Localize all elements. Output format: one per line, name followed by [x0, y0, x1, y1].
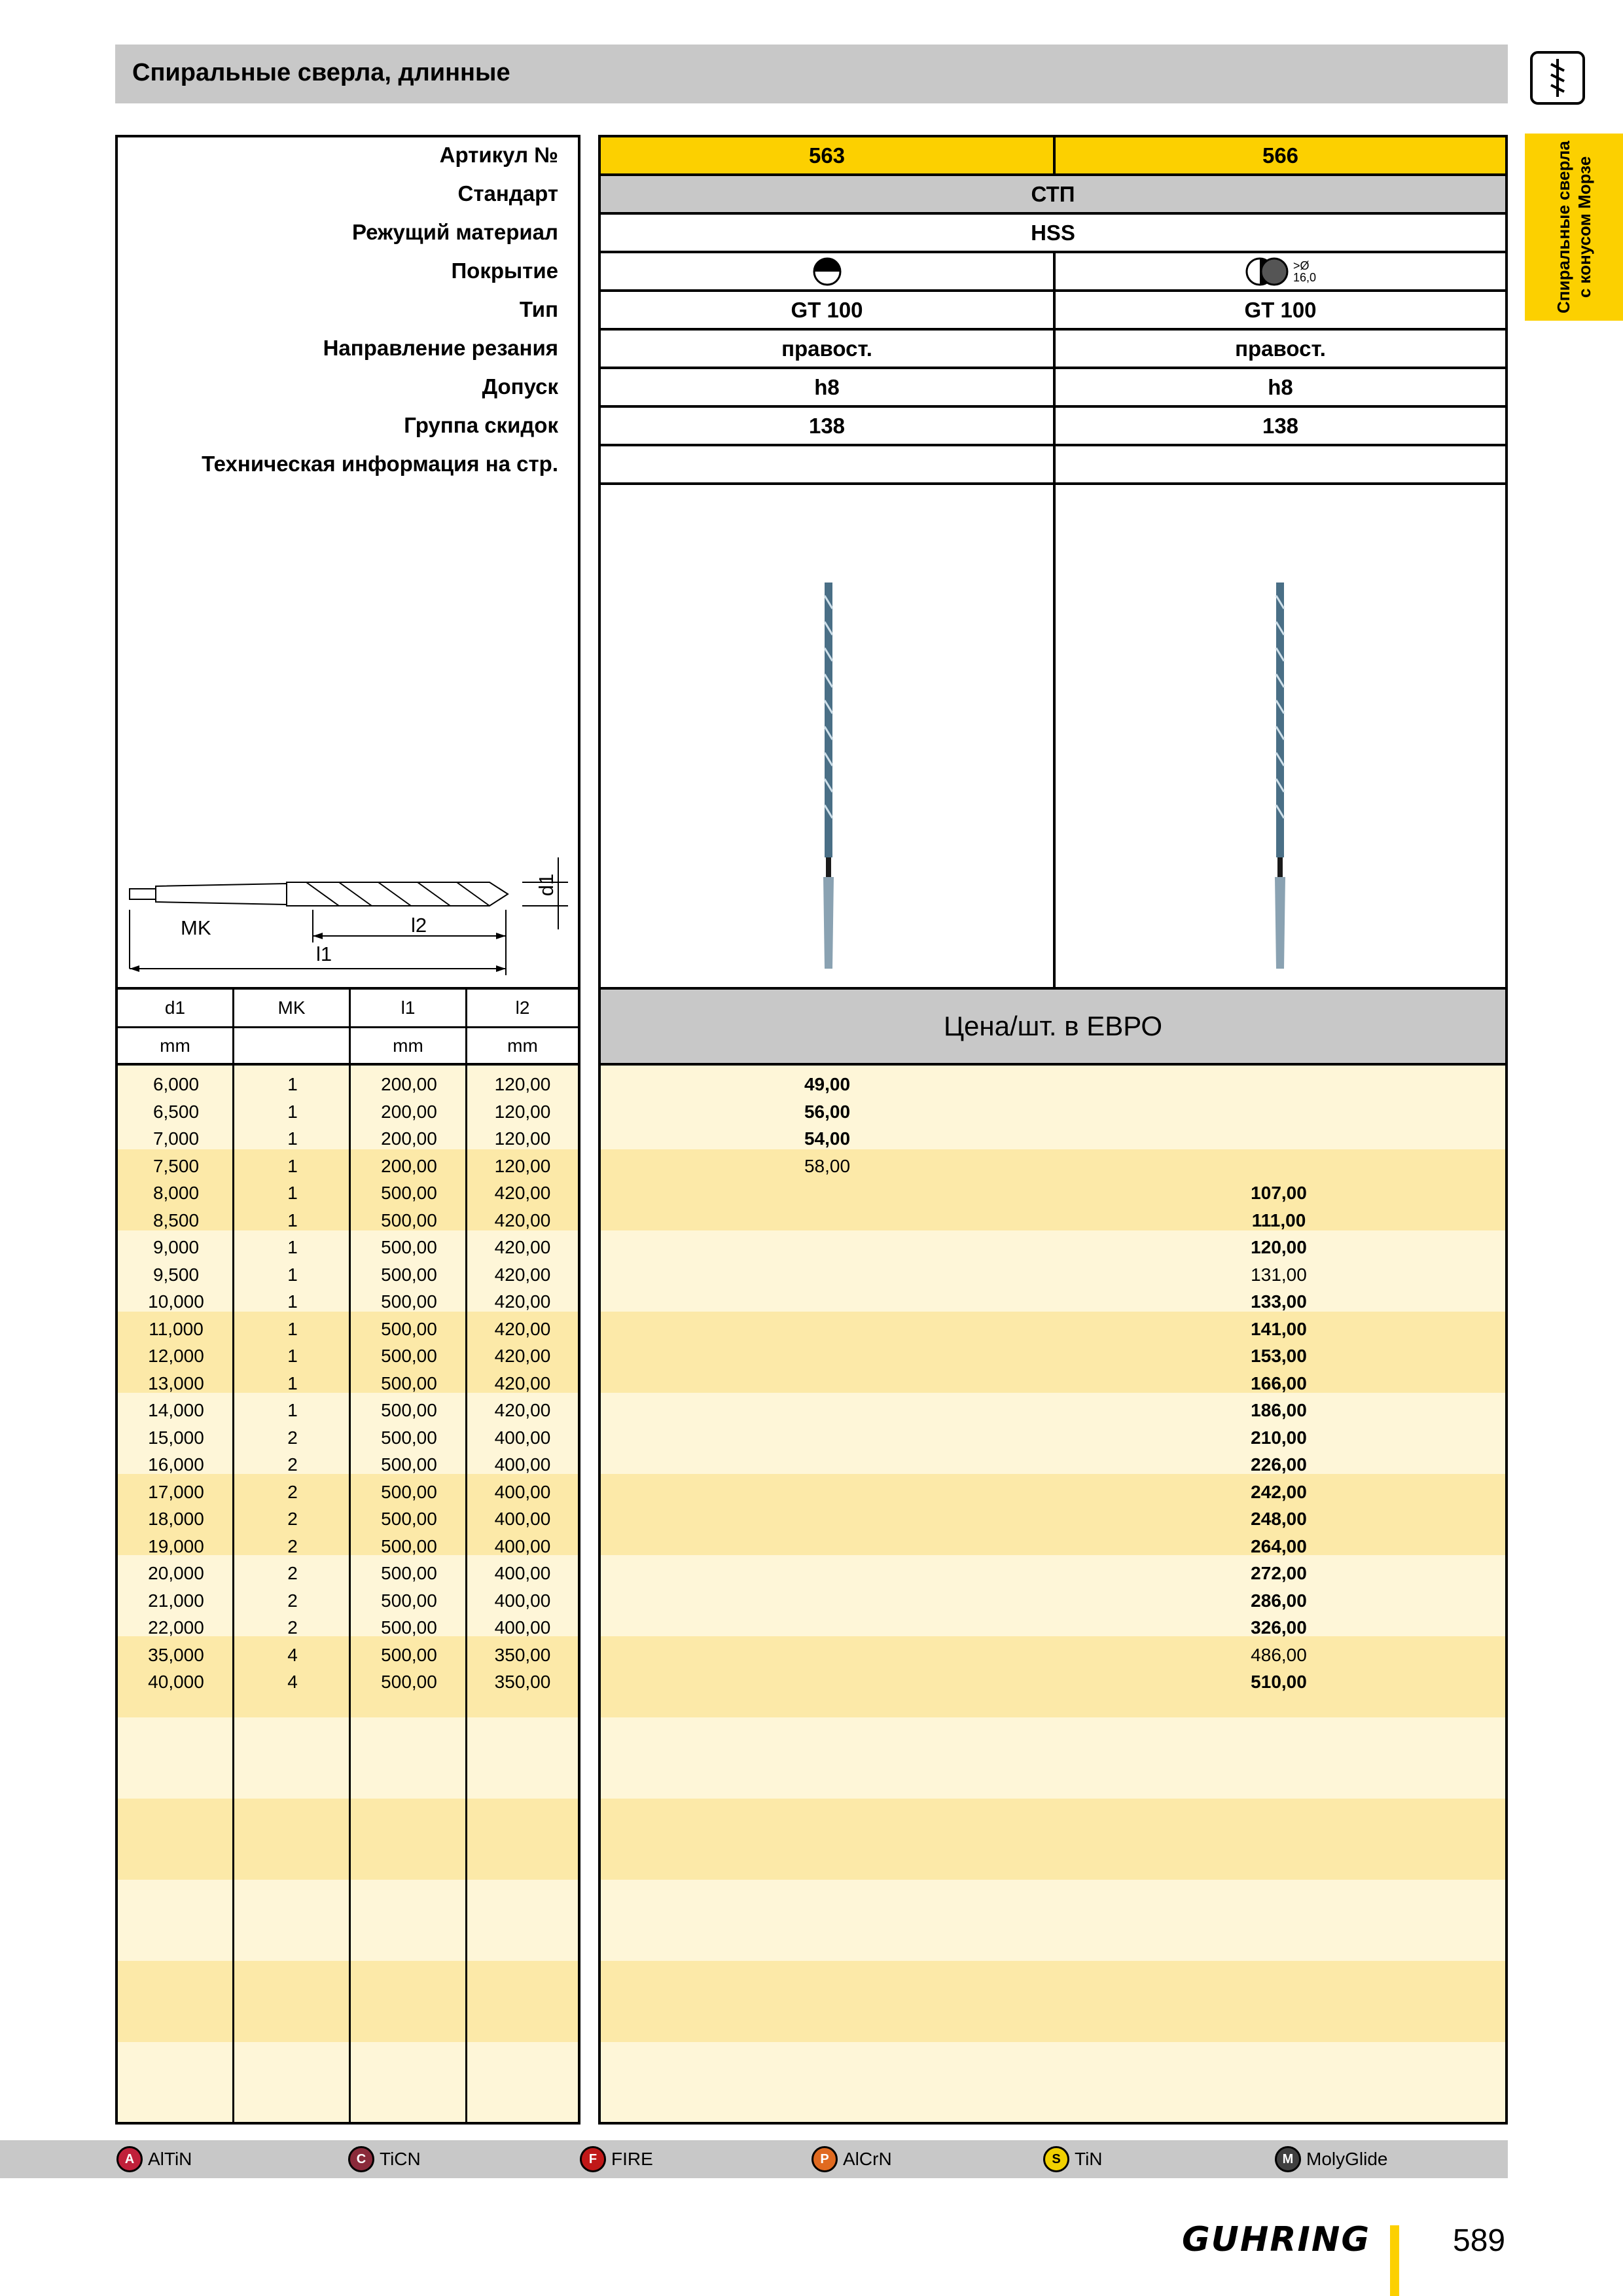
- cell-l2: 420,00: [494, 1237, 551, 1257]
- discount-563-cell: 138: [808, 413, 846, 438]
- cell-l2: 400,00: [494, 1617, 551, 1638]
- cell-d1: 6,000: [152, 1074, 200, 1094]
- tin-coating-icon: S: [1043, 2146, 1069, 2172]
- table-row: [118, 1424, 578, 1451]
- legend-label: TiCN: [380, 2149, 421, 2169]
- cell-mk: 1: [287, 1101, 298, 1122]
- price-566[interactable]: 264,00: [1251, 1535, 1307, 1556]
- table-row: [118, 1479, 578, 1505]
- price-566[interactable]: 248,00: [1251, 1509, 1307, 1529]
- cell-d1: 9,500: [152, 1264, 200, 1285]
- coating-566-cell: [1056, 253, 1505, 289]
- dimension-table: [115, 990, 580, 2125]
- cell-d1: 40,000: [148, 1672, 204, 1692]
- cell-d1: 20,000: [148, 1563, 204, 1583]
- cell-mk: 2: [287, 1427, 298, 1448]
- cell-l1: 500,00: [381, 1400, 437, 1420]
- price-566[interactable]: 286,00: [1251, 1590, 1307, 1611]
- price-563[interactable]: 56,00: [804, 1101, 851, 1122]
- price-row: [601, 1533, 1505, 1560]
- cell-l2: 400,00: [494, 1509, 551, 1529]
- cell-d1: 14,000: [148, 1400, 204, 1420]
- cell-l1: 500,00: [381, 1672, 437, 1692]
- cell-d1: 10,000: [148, 1291, 204, 1312]
- cell-mk: 2: [287, 1454, 298, 1475]
- cell-l2: 420,00: [494, 1264, 551, 1285]
- cell-l1: 500,00: [381, 1318, 437, 1339]
- cell-l1: 200,00: [381, 1074, 437, 1094]
- row-band: [118, 1799, 578, 1880]
- price-row: [601, 1560, 1505, 1587]
- table-row: [118, 1071, 578, 1098]
- coating-563-cell: [601, 253, 1053, 289]
- cell-l2: 420,00: [494, 1372, 551, 1393]
- cell-mk: 1: [287, 1183, 298, 1203]
- label-tech-info: Техническая информация на стр.: [202, 452, 558, 476]
- price-row: [601, 1125, 1505, 1152]
- tolerance-row: [601, 369, 1505, 408]
- coating-legend: [0, 2140, 1508, 2178]
- table-row: [118, 1234, 578, 1261]
- cell-d1: 21,000: [148, 1590, 204, 1611]
- cell-d1: 16,000: [148, 1454, 204, 1475]
- cell-mk: 2: [287, 1617, 298, 1638]
- label-material: Режущий материал: [351, 220, 558, 244]
- cell-mk: 1: [287, 1346, 298, 1366]
- dim-l1-label: l1: [316, 942, 332, 965]
- cell-d1: 7,000: [152, 1128, 200, 1149]
- table-row: [118, 1587, 578, 1614]
- type-563-cell: GT 100: [791, 297, 863, 322]
- cell-d1: 6,500: [152, 1101, 200, 1122]
- cell-d1: 18,000: [148, 1509, 204, 1529]
- cell-l1: 200,00: [381, 1155, 437, 1176]
- table-row: [118, 1668, 578, 1695]
- price-row: [601, 1179, 1505, 1206]
- cell-l1: 500,00: [381, 1454, 437, 1475]
- ticn-coating-icon: C: [348, 2146, 374, 2172]
- cell-mk: 1: [287, 1237, 298, 1257]
- price-header: Цена/шт. в ЕВРО: [601, 990, 1505, 1066]
- discount-566-cell: 138: [1262, 413, 1299, 438]
- price-table: [598, 990, 1508, 2125]
- type-566-cell: GT 100: [1244, 297, 1317, 322]
- cell-d1: 11,000: [149, 1318, 204, 1339]
- table-row: [118, 1370, 578, 1397]
- cell-mk: 1: [287, 1264, 298, 1285]
- cell-l1: 500,00: [381, 1535, 437, 1556]
- cell-l2: 120,00: [494, 1155, 551, 1176]
- cell-mk: 4: [287, 1644, 298, 1665]
- price-row: [601, 1370, 1505, 1397]
- col-header-l1: l1: [351, 990, 467, 1028]
- price-566[interactable]: 166,00: [1251, 1372, 1307, 1393]
- standard-cell: СТП: [1031, 181, 1075, 206]
- cell-mk: 2: [287, 1481, 298, 1502]
- cell-l1: 500,00: [381, 1346, 437, 1366]
- price-566[interactable]: 133,00: [1251, 1291, 1307, 1312]
- cell-d1: 17,000: [148, 1481, 204, 1502]
- cell-mk: 1: [287, 1372, 298, 1393]
- section-tab-label: Спиральные сверла с конусом Морзе: [1554, 141, 1594, 314]
- cell-l1: 500,00: [381, 1372, 437, 1393]
- type-row: [601, 292, 1505, 331]
- table-row: [118, 1125, 578, 1152]
- price-563[interactable]: 54,00: [804, 1128, 851, 1149]
- table-row: [118, 1397, 578, 1424]
- col-header-l2: l2: [467, 990, 578, 1028]
- price-566[interactable]: 510,00: [1251, 1672, 1307, 1692]
- page-header: [115, 45, 1508, 103]
- col-divider: [1053, 446, 1056, 482]
- cell-mk: 2: [287, 1590, 298, 1611]
- legend-label: AlCrN: [843, 2149, 892, 2169]
- label-standard: Стандарт: [457, 181, 558, 206]
- legend-fire: [580, 2140, 653, 2178]
- coating-split-icon: [1245, 257, 1291, 287]
- cell-d1: 35,000: [148, 1644, 204, 1665]
- dim-mk-label: MK: [181, 916, 211, 939]
- table-row: [118, 1153, 578, 1179]
- unit-l1: mm: [351, 1028, 467, 1066]
- table-row: [118, 1261, 578, 1288]
- alcrn-coating-icon: P: [812, 2146, 838, 2172]
- cell-d1: 15,000: [148, 1427, 204, 1448]
- cell-d1: 13,000: [148, 1372, 204, 1393]
- unit-d1: mm: [118, 1028, 234, 1066]
- row-band: [601, 1961, 1505, 2042]
- price-566[interactable]: 111,00: [1251, 1210, 1306, 1230]
- cell-l2: 420,00: [494, 1346, 551, 1366]
- label-tolerance: Допуск: [482, 374, 558, 399]
- property-label-panel: [115, 135, 580, 990]
- legend-tin: [1043, 2140, 1103, 2178]
- legend-label: MolyGlide: [1306, 2149, 1388, 2169]
- price-566[interactable]: 141,00: [1251, 1318, 1307, 1339]
- col-header-d1: d1: [118, 990, 234, 1028]
- legend-label: FIRE: [611, 2149, 653, 2169]
- price-row: [601, 1153, 1505, 1179]
- brand-logo: GUHRING: [1182, 2220, 1371, 2259]
- label-type: Тип: [519, 297, 558, 321]
- cell-l2: 350,00: [494, 1644, 551, 1665]
- table-row: [118, 1533, 578, 1560]
- price-563[interactable]: 49,00: [804, 1074, 851, 1094]
- price-row: [601, 1668, 1505, 1695]
- coating-note-bottom: 16,0: [1293, 270, 1317, 284]
- cell-l1: 500,00: [381, 1644, 437, 1665]
- label-direction: Направление резания: [323, 336, 558, 360]
- label-discount-group: Группа скидок: [404, 413, 558, 437]
- cell-mk: 1: [287, 1291, 298, 1312]
- price-566[interactable]: 107,00: [1251, 1183, 1307, 1203]
- table-row: [118, 1505, 578, 1532]
- price-566[interactable]: 120,00: [1251, 1237, 1307, 1257]
- price-566[interactable]: 226,00: [1251, 1454, 1307, 1475]
- price-566[interactable]: 326,00: [1251, 1617, 1307, 1638]
- cell-l2: 120,00: [494, 1128, 551, 1149]
- table-row: [118, 1614, 578, 1641]
- price-row: [601, 1098, 1505, 1125]
- cell-l1: 500,00: [381, 1291, 437, 1312]
- price-row: [601, 1641, 1505, 1668]
- article-row: [601, 137, 1505, 176]
- legend-altin: [116, 2140, 192, 2178]
- table-row: [118, 1179, 578, 1206]
- cell-l2: 420,00: [494, 1210, 551, 1230]
- label-article: Артикул №: [439, 143, 558, 167]
- drill-logo-icon: [1527, 48, 1588, 107]
- molyglide-coating-icon: M: [1275, 2146, 1301, 2172]
- cell-d1: 8,500: [152, 1210, 200, 1230]
- dim-l2-label: l2: [411, 914, 427, 937]
- altin-coating-icon: A: [116, 2146, 143, 2172]
- price-row: [601, 1614, 1505, 1641]
- table-row: [118, 1288, 578, 1315]
- tolerance-563-cell: h8: [814, 374, 840, 399]
- article-566-cell[interactable]: 566: [1262, 143, 1299, 168]
- price-row: [601, 1261, 1505, 1288]
- coating-note-top: >Ø: [1293, 259, 1310, 272]
- price-row: [601, 1071, 1505, 1098]
- price-row: [601, 1342, 1505, 1369]
- cell-l1: 500,00: [381, 1427, 437, 1448]
- legend-ticn: [348, 2140, 421, 2178]
- discount-row: [601, 408, 1505, 446]
- table-row: [118, 1098, 578, 1125]
- cell-l1: 500,00: [381, 1563, 437, 1583]
- cell-d1: 19,000: [148, 1535, 204, 1556]
- tolerance-566-cell: h8: [1268, 374, 1293, 399]
- drill-563-image: [815, 583, 842, 975]
- cell-l1: 200,00: [381, 1101, 437, 1122]
- page-title: Спиральные сверла, длинные: [132, 59, 510, 86]
- standard-row: [601, 176, 1505, 215]
- cell-l2: 420,00: [494, 1318, 551, 1339]
- price-row: [601, 1316, 1505, 1342]
- price-row: [601, 1397, 1505, 1424]
- direction-563-cell: правост.: [781, 336, 872, 361]
- cell-d1: 9,000: [152, 1237, 200, 1257]
- cell-mk: 2: [287, 1509, 298, 1529]
- unit-l2: mm: [467, 1028, 578, 1066]
- cell-mk: 1: [287, 1074, 298, 1094]
- legend-alcrn: [812, 2140, 892, 2178]
- cell-l2: 350,00: [494, 1672, 551, 1692]
- price-566[interactable]: 131,00: [1251, 1264, 1307, 1285]
- table-row: [118, 1560, 578, 1587]
- cell-l2: 420,00: [494, 1183, 551, 1203]
- legend-label: TiN: [1075, 2149, 1103, 2169]
- price-row: [601, 1234, 1505, 1261]
- cell-l2: 120,00: [494, 1074, 551, 1094]
- price-566[interactable]: 186,00: [1251, 1400, 1307, 1420]
- cell-mk: 1: [287, 1318, 298, 1339]
- price-566[interactable]: 486,00: [1251, 1644, 1307, 1665]
- image-col-divider: [1053, 485, 1056, 987]
- uncoated-icon: [812, 257, 842, 287]
- coating-566-note: [1293, 260, 1316, 283]
- cell-l2: 400,00: [494, 1535, 551, 1556]
- cell-l1: 500,00: [381, 1590, 437, 1611]
- price-row: [601, 1587, 1505, 1614]
- table-row: [118, 1641, 578, 1668]
- price-row: [601, 1288, 1505, 1315]
- cell-l2: 400,00: [494, 1481, 551, 1502]
- dim-d1-label: d1: [535, 873, 558, 897]
- price-566[interactable]: 153,00: [1251, 1346, 1307, 1366]
- cell-l1: 200,00: [381, 1128, 437, 1149]
- cell-l1: 500,00: [381, 1509, 437, 1529]
- cell-d1: 8,000: [152, 1183, 200, 1203]
- table-row: [118, 1316, 578, 1342]
- price-row: [601, 1505, 1505, 1532]
- page-number: 589: [1453, 2223, 1506, 2258]
- section-tab[interactable]: [1525, 134, 1623, 321]
- price-row: [601, 1479, 1505, 1505]
- cell-mk: 1: [287, 1155, 298, 1176]
- cell-l2: 420,00: [494, 1400, 551, 1420]
- fire-coating-icon: F: [580, 2146, 606, 2172]
- label-coating: Покрытие: [451, 259, 558, 283]
- material-cell: HSS: [1031, 220, 1075, 245]
- cell-l2: 400,00: [494, 1427, 551, 1448]
- row-band: [601, 1799, 1505, 1880]
- cell-l2: 400,00: [494, 1563, 551, 1583]
- legend-molyglide: [1275, 2140, 1387, 2178]
- cell-l1: 500,00: [381, 1264, 437, 1285]
- price-566[interactable]: 272,00: [1251, 1563, 1307, 1583]
- price-row: [601, 1451, 1505, 1478]
- coating-row: [601, 253, 1505, 292]
- cell-l2: 400,00: [494, 1590, 551, 1611]
- price-563[interactable]: 58,00: [804, 1155, 851, 1176]
- cell-mk: 2: [287, 1563, 298, 1583]
- price-row: [601, 1424, 1505, 1451]
- brand-accent-bar: [1390, 2225, 1399, 2296]
- cell-mk: 1: [287, 1400, 298, 1420]
- drill-dimension-drawing: [123, 844, 575, 988]
- product-properties-panel: [598, 135, 1508, 990]
- cell-mk: 4: [287, 1672, 298, 1692]
- cell-l2: 400,00: [494, 1454, 551, 1475]
- cell-l1: 500,00: [381, 1183, 437, 1203]
- cell-l2: 420,00: [494, 1291, 551, 1312]
- cell-mk: 1: [287, 1210, 298, 1230]
- table-row: [118, 1342, 578, 1369]
- cell-d1: 7,500: [152, 1155, 200, 1176]
- col-header-mk: MK: [234, 990, 351, 1028]
- legend-label: AlTiN: [148, 2149, 192, 2169]
- cell-l1: 500,00: [381, 1237, 437, 1257]
- cell-l1: 500,00: [381, 1617, 437, 1638]
- material-row: [601, 215, 1505, 253]
- table-row: [118, 1451, 578, 1478]
- cell-mk: 1: [287, 1128, 298, 1149]
- cell-d1: 12,000: [148, 1346, 204, 1366]
- unit-mk: [234, 1028, 351, 1066]
- cell-l2: 120,00: [494, 1101, 551, 1122]
- cell-l1: 500,00: [381, 1210, 437, 1230]
- tech-info-row: [601, 446, 1505, 485]
- direction-566-cell: правост.: [1235, 336, 1326, 361]
- table-row: [118, 1207, 578, 1234]
- row-band: [118, 1961, 578, 2042]
- price-row: [601, 1207, 1505, 1234]
- drill-566-image: [1267, 583, 1293, 975]
- cell-mk: 2: [287, 1535, 298, 1556]
- cell-l1: 500,00: [381, 1481, 437, 1502]
- cell-d1: 22,000: [148, 1617, 204, 1638]
- price-566[interactable]: 242,00: [1251, 1481, 1307, 1502]
- price-566[interactable]: 210,00: [1251, 1427, 1307, 1448]
- article-563-cell[interactable]: 563: [808, 143, 846, 168]
- direction-row: [601, 331, 1505, 369]
